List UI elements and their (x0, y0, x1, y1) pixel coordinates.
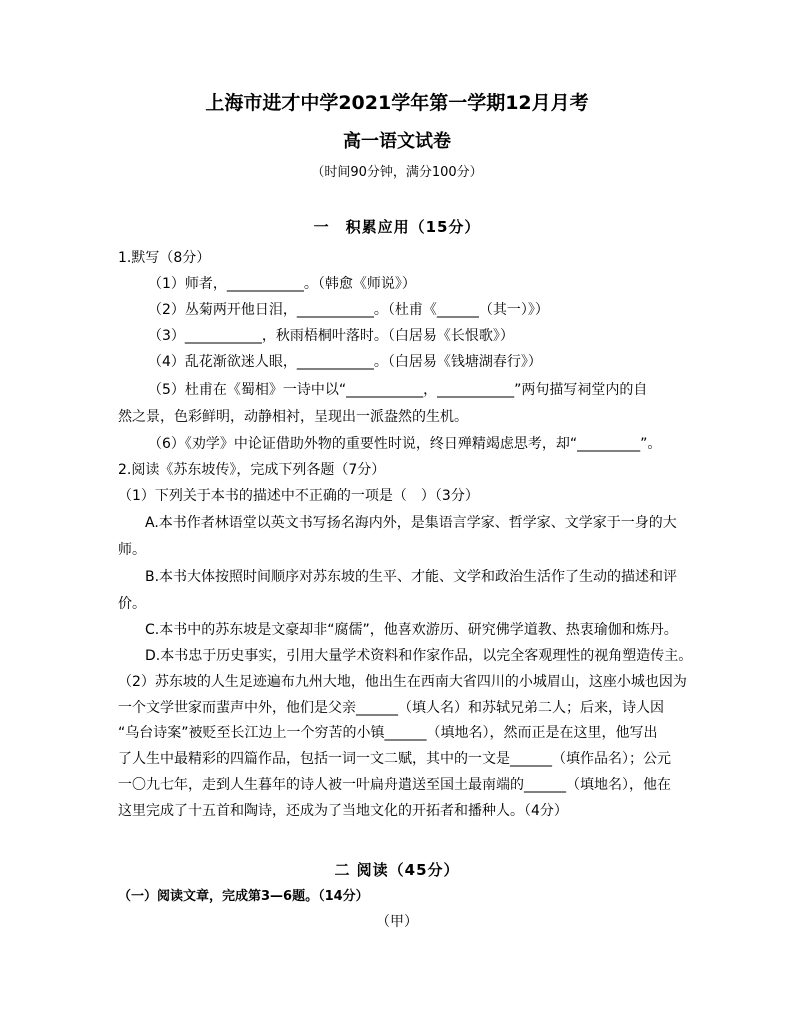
q2-sub2-line: 一〇九七年，走到人生暮年的诗人被一叶扁舟遣送至国土最南端的______（填地名），他在 (118, 777, 671, 793)
q1-item: （5）杜甫在《蜀相》一诗中以“___________，___________”两句描写祠堂内的自 (148, 382, 648, 398)
q2-title: 2.阅读《苏东坡传》，完成下列各题（7分） (118, 462, 386, 478)
q2-sub2-line: （2）苏东坡的人生足迹遍布九州大地，他出生在西南大省四川的小城眉山，这座小城也因为 (118, 674, 687, 690)
q2-option-a: A.本书作者林语堂以英文书写扬名海内外，是集语言学家、哲学家、文学家于一身的大 (145, 515, 677, 531)
q1-item: （4）乱花渐欲迷人眼，___________。（白居易《钱塘湖春行》） (148, 354, 542, 370)
q2-option-b: B.本书大体按照时间顺序对苏东坡的生平、才能、文学和政治生活作了生动的描述和评 (145, 569, 678, 585)
q2-option-a-cont: 师。 (118, 542, 146, 558)
q2-sub2-line: 一个文学世家而蜚声中外，他们是父亲______（填人名）和苏轼兄弟二人；后来，诗人因 (118, 700, 664, 716)
time-note: （时间90分钟，满分100分） (311, 165, 483, 180)
q1-item-cont: 然之景，色彩鲜明，动静相衬，呈现出一派盎然的生机。 (118, 409, 468, 425)
q1-title: 1.默写（8分） (118, 250, 211, 266)
q2-option-c: C.本书中的苏东坡是文豪却非“腐儒”，他喜欢游历、研究佛学道教、热衷瑜伽和炼丹。 (145, 622, 678, 638)
q2-sub2-line: 了人生中最精彩的四篇作品，包括一词一文二赋，其中的一文是______（填作品名）；公元 (118, 751, 671, 767)
passage-label-jia: （甲） (376, 914, 418, 930)
q1-item: （6）《劝学》中论证借助外物的重要性时说，终日殚精竭虑思考，却“_________”。 (148, 436, 662, 452)
q2-sub1: （1）下列关于本书的描述中不正确的一项是（ ）（3分） (118, 488, 479, 504)
section2-part1: （一）阅读文章，完成第3—6题。（14分） (118, 889, 369, 904)
section1-heading: 一 积累应用（15分） (313, 218, 481, 236)
q2-sub2-line: “乌台诗案”被贬至长江边上一个穷苦的小镇______（填地名），然而正是在这里，他写出 (118, 725, 658, 741)
section2-heading: 二 阅读（45分） (334, 861, 460, 879)
q1-item: （1）师者，___________。（韩愈《师说》） (148, 276, 416, 292)
q1-item: （3）___________，秋雨梧桐叶落时。（白居易《长恨歌》） (148, 328, 514, 344)
q2-option-d: D.本书忠于历史事实，引用大量学术资料和作家作品，以完全客观理性的视角塑造传主。 (145, 648, 693, 664)
exam-title: 上海市进才中学2021学年第一学期12月月考 (205, 92, 589, 114)
q2-option-b-cont: 价。 (118, 596, 146, 612)
q1-item: （2）丛菊两开他日泪，___________。（杜甫《______（其一）》） (148, 302, 549, 318)
exam-subtitle: 高一语文试卷 (343, 131, 451, 152)
q2-sub2-line: 这里完成了十五首和陶诗，还成为了当地文化的开拓者和播种人。（4分） (118, 803, 568, 819)
